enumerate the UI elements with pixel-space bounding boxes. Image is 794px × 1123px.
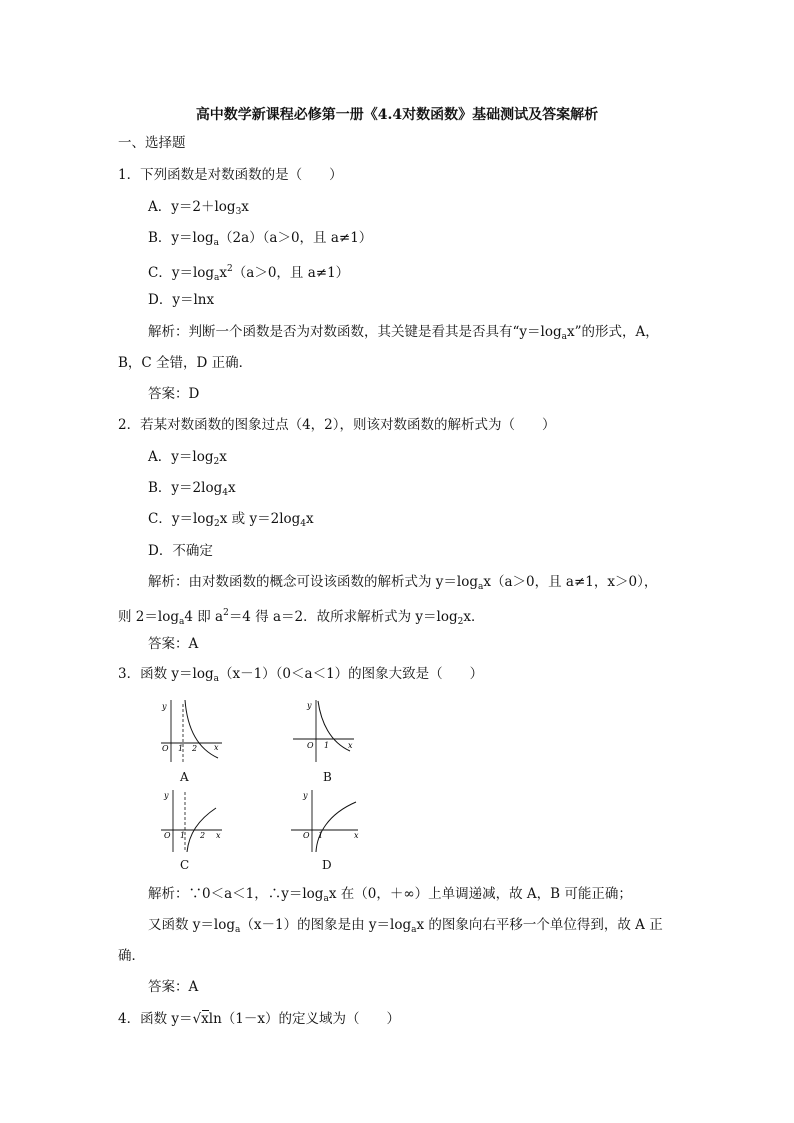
graph-c-label: C (180, 858, 190, 872)
q2-option-c: C．$y=\log_2x$ 或 $y=2\log_4x$ (148, 511, 314, 529)
svg-text:O: O (164, 831, 171, 840)
q1-option-a: A．$y=2+\log_3x$ (148, 199, 249, 217)
svg-text:2: 2 (192, 744, 198, 753)
graph-b-label: B (323, 770, 332, 784)
svg-text:y: y (307, 701, 312, 710)
svg-text:y: y (164, 791, 169, 800)
q2-analysis-cont: 则 $2=\log_a4$ 即 $a^2=4$ 得 a＝2．故所求解析式为 $y=\log_2x$． (118, 608, 485, 627)
q1-analysis-cont: B，C 全错，D 正确． (118, 355, 253, 371)
graph-d (288, 786, 364, 856)
svg-text:1: 1 (178, 744, 184, 753)
svg-text:x: x (214, 743, 219, 752)
document-title: 高中数学新课程必修第一册《4.4对数函数》基础测试及答案解析 (195, 107, 599, 123)
graph-a-label: A (180, 770, 189, 784)
q1-stem: 1．下列函数是对数函数的是（ ） (118, 167, 343, 183)
svg-text:x: x (348, 741, 353, 750)
sqrt-symbol: √ x (192, 1011, 209, 1027)
svg-text:1: 1 (180, 831, 186, 840)
q2-analysis: 解析：由对数函数的概念可设该函数的解析式为 $y=\log_ax(a>0$，且 a≠1，x＞0）， (148, 574, 658, 592)
svg-text:y: y (303, 791, 308, 800)
q1-option-c: C．$y=\log_ax^2(a>0$，且 a≠1） (148, 264, 350, 283)
q3-stem: 3．函数 $y=\log_a(x-1)(0<a<1)$的图象大致是（ ） (118, 666, 484, 684)
q1-answer: 答案：D (148, 386, 200, 402)
svg-text:O: O (162, 744, 169, 753)
q2-answer: 答案：A (148, 636, 199, 652)
q3-answer: 答案：A (148, 979, 199, 995)
q1-analysis: 解析：判断一个函数是否为对数函数，其关键是看其是否具有“$y=\log_ax$”的形式，A， (148, 324, 659, 342)
q2-stem: 2．若某对数函数的图象过点（4，2），则该对数函数的解析式为（ ） (118, 417, 556, 433)
svg-text:x: x (216, 831, 221, 840)
q3-analysis-end: 确． (118, 948, 145, 964)
q1-option-b: B．$y=\log_a(2a)(a>0$，且 a≠1） (148, 230, 373, 248)
svg-text:y: y (162, 702, 167, 711)
svg-text:1: 1 (318, 831, 324, 840)
graph-a (156, 696, 226, 766)
svg-text:2: 2 (200, 831, 206, 840)
graph-d-label: D (322, 858, 332, 872)
graph-c (156, 786, 226, 856)
section-heading: 一、选择题 (118, 135, 186, 151)
q3-analysis: 解析：∵0＜a＜1，$\therefore y=\log_ax$ 在（0，＋∞）上单调递减，故 A，B 可能正确； (148, 886, 632, 904)
q3-analysis-cont: 又函数 $y=\log_a(x-1)$的图象是由 $y=\log_ax$ 的图象向右平移一个单位得到，故 A 正 (148, 917, 663, 935)
q4-stem: 4．函数 y＝√ xln（1－x）的定义域为（ ） (118, 1011, 400, 1027)
svg-text:O: O (307, 741, 314, 750)
q2-option-a: A．$y=\log_2x$ (148, 449, 227, 467)
q2-option-b: B．$y=2\log_4x$ (148, 480, 236, 498)
svg-text:O: O (303, 831, 310, 840)
q2-option-d: D．不确定 (148, 543, 213, 559)
svg-text:x: x (354, 831, 359, 840)
graph-b (288, 696, 358, 766)
q1-option-d: D．y＝lnx (148, 292, 215, 308)
svg-text:1: 1 (324, 741, 330, 750)
